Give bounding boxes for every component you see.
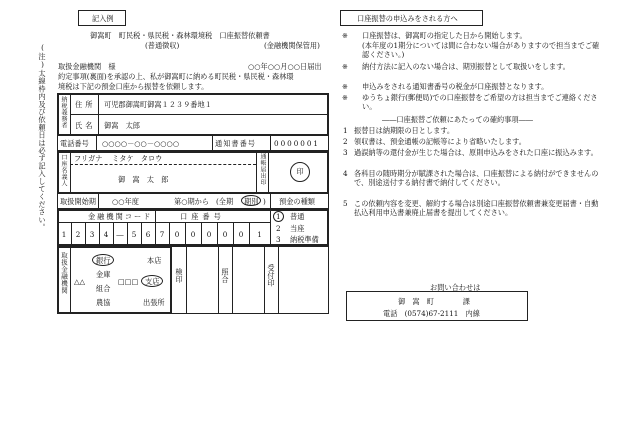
start-term: 第○期から — [174, 197, 210, 206]
note-text: 口座振替は、御嵩町の指定した日から開始します。 — [362, 31, 527, 40]
notice-number-label: 通知書番号 — [215, 139, 256, 148]
deposit-type-3-label[interactable]: 納税準備 — [290, 235, 319, 244]
deposit-type-2-no[interactable]: 2 — [276, 224, 281, 233]
stamp-area — [172, 246, 329, 314]
address-label: 住所 — [75, 100, 96, 109]
account-digit[interactable]: 7 — [159, 230, 165, 239]
bank-section-label: 取扱金融機関 — [60, 252, 68, 294]
item-text: 過誤納等の還付金が生じた場合は、原則申込みをされた口座に振込みます。 — [354, 148, 598, 157]
contact-title: お問い合わせは — [430, 283, 481, 292]
bank-type-1[interactable]: 銀行 — [96, 256, 111, 265]
start-option-each[interactable]: 期別 — [244, 197, 259, 206]
note-mark: ※ — [342, 62, 349, 71]
item-text: 振替日は納期限の日とします。 — [354, 126, 455, 135]
agreement-line-1: 約定事項(裏面)を承認の上、私が御嵩町に納める町民税・県民税・森林環 — [58, 72, 294, 81]
branch-3[interactable]: 出張所 — [143, 298, 165, 307]
note-text: 申込みをされる通知書番号の税金が口座振替となります。 — [362, 82, 549, 91]
deposit-type-2-label[interactable]: 当座 — [290, 224, 305, 233]
bank-type-2[interactable]: 金庫 — [96, 270, 111, 279]
account-digit[interactable]: 0 — [190, 230, 196, 239]
item-text: この依頼内容を変更、解約する場合は別途口座振替依頼書兼変更届書・自動払込利用申込書兼廃止届書を提出してください。 — [354, 199, 599, 217]
inspect-label: 検印 — [175, 268, 184, 284]
account-digit[interactable]: 2 — [75, 230, 81, 239]
form-title: 御嵩町 町民税・県民税・森林環境税 口座振替依頼書 — [90, 31, 270, 40]
branch-1[interactable]: 本店 — [147, 256, 162, 265]
account-digit[interactable]: 1 — [61, 230, 67, 239]
item-number: 3 — [343, 148, 348, 157]
account-number-label: 口座番号 — [180, 212, 225, 221]
deposit-type-1-label[interactable]: 普通 — [290, 212, 305, 221]
start-period-label: 取扱開始期 — [60, 197, 96, 206]
agreement-line-2: 境税は下記の預金口座から振替を依頼します。 — [58, 82, 209, 91]
side-note: (注)太線枠内及び依頼日は必ず記入してください。 — [38, 43, 47, 232]
item-text: 各科目の随時期分が賦課された場合は、口座振替による納付ができませんので、別途送付する納付書で納付してください。 — [354, 169, 599, 187]
instructions-heading: 口座振替の申込みをされる方へ — [357, 14, 458, 23]
form-subtitle-left: (普通徴収) — [145, 41, 180, 50]
request-date: ○○年○○月○○日届出 — [248, 62, 322, 71]
start-option-close: ) — [263, 197, 266, 206]
item-text: 領収書は、預金通帳の記帳等により省略いたします。 — [354, 137, 526, 146]
bank-name: △△ — [74, 277, 86, 286]
note-text: 納付方法に記入のない場合は、期別振替として取扱いをします。 — [362, 62, 570, 71]
addressee: 取扱金融機関 様 — [58, 62, 116, 71]
holder-label: 口座名義人 — [60, 154, 67, 187]
branch-2[interactable]: 支店 — [145, 277, 160, 286]
phone-field[interactable]: ○○○○－○○－○○○○ — [102, 139, 180, 148]
note-text: (本年度の1期分については間に合わない場合がありますので担当までご確認ください。) — [362, 41, 600, 59]
form-subtitle-right: (金融機関保管用) — [264, 41, 320, 50]
contact-phone: 電話 (0574)67-2111 内線 — [383, 309, 480, 318]
commitments-heading: ――口座振替ご依頼にあたっての確約事項―― — [382, 115, 533, 124]
seal-stamp: 印 — [290, 162, 310, 182]
account-digit[interactable]: 4 — [103, 230, 109, 239]
bank-code-label: 金融機関コード — [88, 212, 153, 221]
accept-label: 受付印 — [267, 264, 276, 288]
furigana-field[interactable]: ミタケ タロウ — [112, 154, 163, 163]
note-mark: ※ — [342, 93, 349, 102]
phone-label: 電話番号 — [60, 139, 89, 148]
item-number: 1 — [343, 126, 348, 135]
branch-name: □□□ — [118, 277, 139, 286]
account-digit[interactable]: 3 — [89, 230, 95, 239]
furigana-label: フリガナ — [74, 154, 103, 163]
notice-number-field[interactable]: 0000001 — [274, 139, 321, 148]
name-field[interactable]: 御嵩 太郎 — [104, 121, 140, 130]
account-digit[interactable]: 0 — [206, 230, 212, 239]
account-digit[interactable]: 6 — [145, 230, 151, 239]
account-digit: ― — [116, 230, 124, 239]
example-label: 記入例 — [92, 14, 114, 23]
note-text: ゆうちょ銀行(郵便局)での口座振替をご希望の方は担当までご連絡ください。 — [362, 93, 598, 111]
account-digit[interactable]: 0 — [222, 230, 228, 239]
account-digit[interactable]: 1 — [257, 230, 262, 239]
item-number: 2 — [343, 137, 348, 146]
note-mark: ※ — [342, 82, 349, 91]
start-option-all[interactable]: (全期 — [216, 197, 234, 206]
name-label: 氏名 — [75, 121, 96, 130]
payer-label: 納税義務者 — [60, 96, 67, 129]
bank-type-3[interactable]: 組合 — [96, 284, 111, 293]
item-number: 5 — [343, 199, 348, 208]
item-number: 4 — [343, 169, 348, 178]
note-mark: ※ — [342, 31, 349, 40]
bank-type-4[interactable]: 農協 — [96, 298, 111, 307]
account-digit[interactable]: 0 — [174, 230, 180, 239]
address-field[interactable]: 可児郡御嵩町御嵩１２３９番地１ — [104, 100, 212, 109]
seal-label: 通帳届出印 — [259, 153, 266, 186]
check-label: 照合 — [221, 268, 230, 284]
deposit-type-3-no[interactable]: 3 — [276, 235, 281, 244]
contact-org: 御 嵩 町 課 — [398, 297, 470, 306]
deposit-type-1-no[interactable]: 1 — [276, 212, 281, 221]
account-digit[interactable]: 0 — [238, 230, 244, 239]
start-year: ○○年度 — [112, 197, 139, 206]
account-digit[interactable]: 5 — [131, 230, 137, 239]
holder-name-field[interactable]: 御 嵩 太 郎 — [118, 175, 169, 184]
deposit-type-label: 預金の種類 — [279, 197, 315, 206]
